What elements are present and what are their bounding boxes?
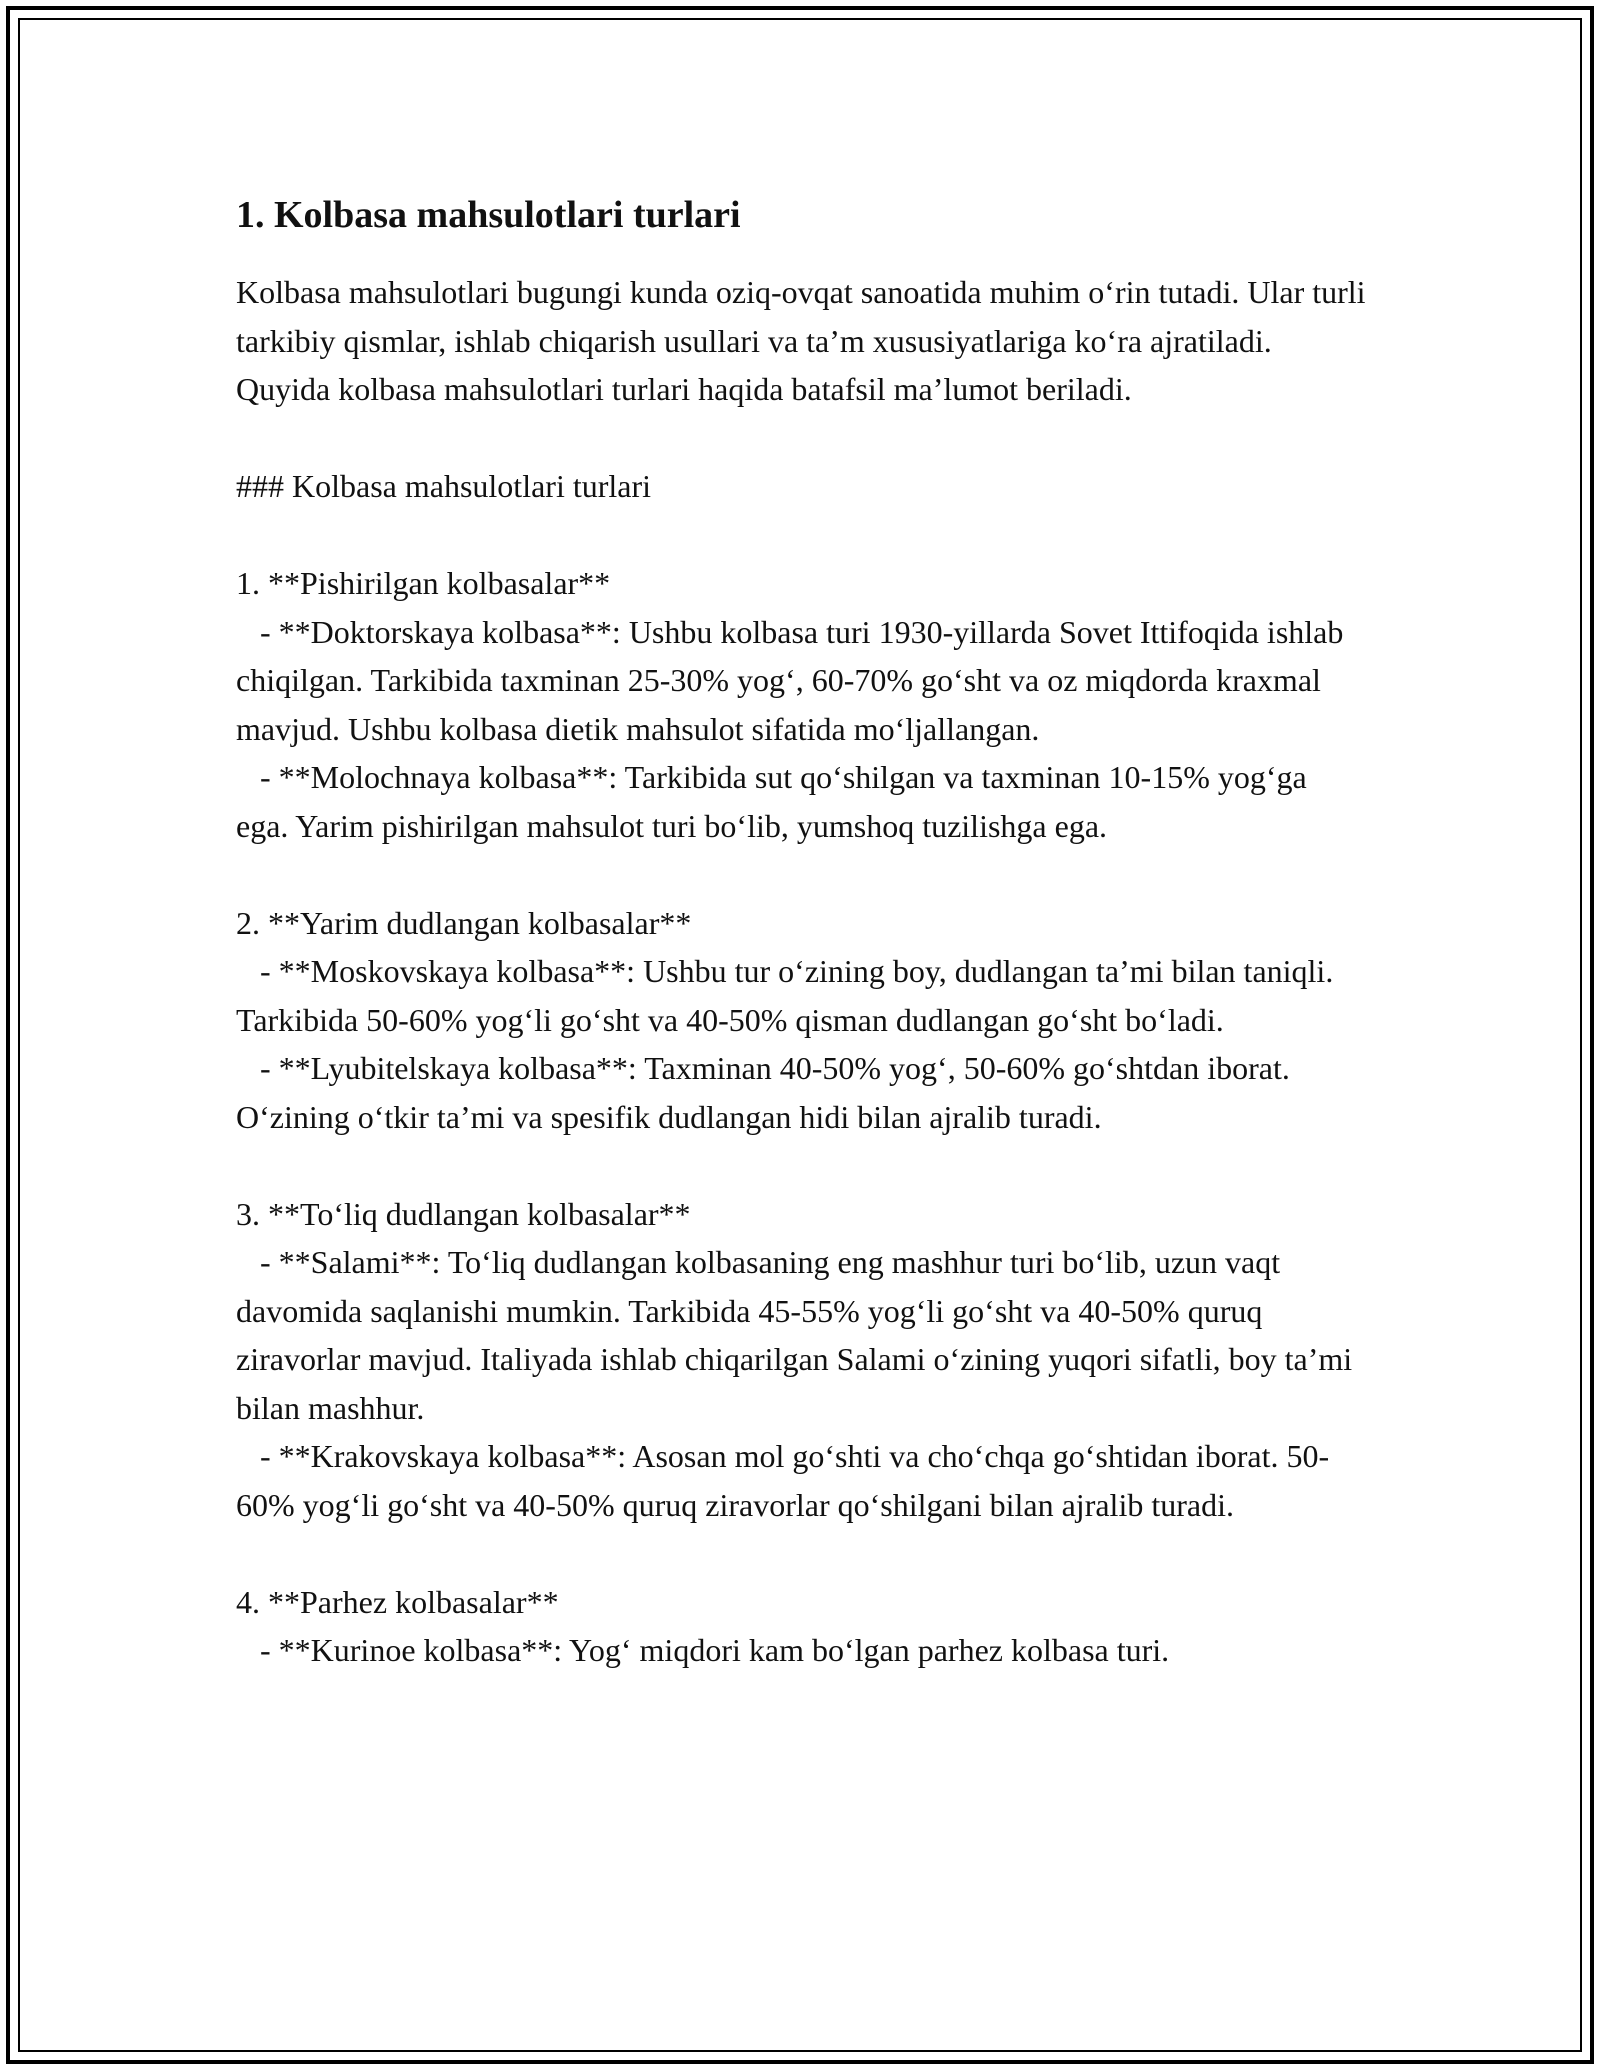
document-content — [236, 186, 1366, 1675]
document-body-text: Kolbasa mahsulotlari bugungi kunda oziq-ovqat sanoatida muhim o‘rin tutadi. Ular turli tarkibiy qismlar, ishlab chiqarish usullari va ta’m xususiyatlariga ko‘ra ajratiladi. Quyida kolbasa mahsulotlari turlari haqida batafsil ma’lumot beriladi. ### Kolbasa mahsulotlari turlari 1. **Pishirilgan kolbasalar** - **Doktorskaya kolbasa**: Ushbu kolbasa turi 1930-yillarda Sovet Ittifoqida ishlab chiqilgan. Tarkibida taxminan 25-30% yog‘, 60-70% go‘sht va oz miqdorda kraxmal mavjud. Ushbu kolbasa dietik mahsulot sifatida mo‘ljallangan. - **Molochnaya kolbasa**: Tarkibida sut qo‘shilgan va taxminan 10-15% yog‘ga ega. Yarim pishirilgan mahsulot turi bo‘lib, yumshoq tuzilishga ega. 2. **Yarim dudlangan kolbasalar** - **Moskovskaya kolbasa**: Ushbu tur o‘zining boy, dudlangan ta’mi bilan taniqli. Tarkibida 50-60% yog‘li go‘sht va 40-50% qisman dudlangan go‘sht bo‘ladi. - **Lyubitelskaya kolbasa**: Taxminan 40-50% yog‘, 50-60% go‘shtdan iborat. O‘zining o‘tkir ta’mi va spesifik dudlangan hidi bilan ajralib turadi. 3. **To‘liq dudlangan kolbasalar** - **Salami**: To‘liq dudlangan kolbasaning eng mashhur turi bo‘lib, uzun vaqt davomida saqlanishi mumkin. Tarkibida 45-55% yog‘li go‘sht va 40-50% quruq ziravorlar mavjud. Italiyada ishlab chiqarilgan Salami o‘zining yuqori sifatli, boy ta’mi bilan mashhur. - **Krakovskaya kolbasa**: Asosan mol go‘shti va cho‘chqa go‘shtidan iborat. 50-60% yog‘li go‘sht va 40-50% quruq ziravorlar qo‘shilgani bilan ajralib turadi. 4. **Parhez kolbasalar** - **Kurinoe kolbasa**: Yog‘ miqdori kam bo‘lgan parhez kolbasa turi. — [236, 274, 1366, 1668]
document-title: 1. Kolbasa mahsulotlari turlari — [236, 194, 741, 236]
